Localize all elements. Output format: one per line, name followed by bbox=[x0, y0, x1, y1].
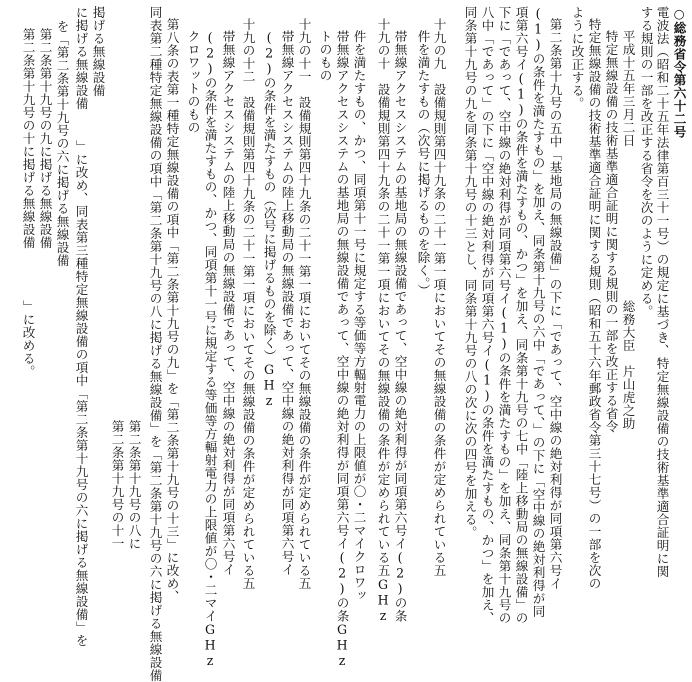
item-19-12-line-1: 十九の十二 設備規則第四十九条の二十一第一項においてその無線設備の条件が定められている五 bbox=[240, 18, 256, 590]
amendment-heading: 特定無線設備の技術基準適合証明に関する規則の一部を改正する省令 bbox=[603, 30, 619, 433]
signer: 総務大臣 片山虎之助 bbox=[620, 300, 636, 430]
article-8-line-8: 第二条第十九号の十に掲げる無線設備 bbox=[20, 28, 36, 249]
item-19-12-line-2: 帯無線アクセスシステムの陸上移動局の無線設備であって、空中線の絶対利得が同項第六号イ bbox=[220, 30, 236, 576]
item-19-11-line-2: 帯無線アクセスシステムの陸上移動局の無線設備であって、空中線の絶対利得が同項第六号イ bbox=[279, 30, 295, 576]
body-line: 下に「であって、空中線の絶対利得が同項第六号イ(1)の条件を満たすもの」を加え、同条第十九号の bbox=[496, 6, 512, 625]
item-19-12-line-4: クロワットのもの bbox=[185, 30, 201, 134]
article-8-line-3: 掲げる無線設備 bbox=[90, 6, 106, 97]
date: 平成十五年三月二日 bbox=[620, 30, 636, 147]
article-8-closing: 」に改める。 bbox=[20, 300, 36, 378]
amend-intro-line-1: 特定無線設備の技術基準適合証明に関する規則（昭和五十六年郵政省令第三十七号）の一部を次の bbox=[586, 18, 602, 590]
article-8-line-2: 同表第二種特定無線設備の項中「第二条第十九号の八に掲げる無線設備」を「第二条第十九号の六に掲げる無線設備 bbox=[147, 6, 163, 682]
preamble-line-1: 電波法（昭和二十五年法律第百三十一号）の規定に基づき、特定無線設備の技術基準適合証明に関 bbox=[654, 6, 670, 578]
article-8-line-1: 第八条の表第一種特定無線設備の項中「第二条第十九号の九」を「第二条第十九号の十三」に改め、 bbox=[164, 18, 180, 603]
item-19-11-line-3: (2)の条件を満たすもの（次号に掲げるものを除く）GHz bbox=[261, 30, 277, 409]
article-8-line-4: に掲げる無線設備 bbox=[73, 6, 89, 110]
item-19-10-line-5: トのもの bbox=[317, 30, 333, 82]
item-19-9-line-2: 件を満たすもの（次号に掲げるものを除く。） bbox=[415, 30, 431, 297]
body-line: 八中「であって」の下に「空中線の絶対利得が同項第六号イ(1)の条件を満たすもの、かつ」を加え、 bbox=[479, 6, 495, 625]
item-19-10-line-1: 帯無線アクセスシステムの基地局の無線設備であって、空中線の絶対利得が同項第六号イ(2)の条 bbox=[392, 30, 408, 623]
item-19-11-line-1: 十九の十一 設備規則第四十九条の二十一第一項においてその無線設備の条件が定められている五 bbox=[296, 18, 312, 590]
body-line: 第二条第十九号の五中「基地局の無線設備」の下に「であって、空中線の絶対利得が同項第六号イ bbox=[547, 18, 563, 590]
article-8-note-a: 第二条第十九号の八に bbox=[126, 420, 142, 550]
body-line: 同条第十九号の九を同条第十九号の十三とし、同条第十九号の八の次に次の四号を加える。 bbox=[462, 6, 478, 539]
item-19-10-line-2: 十九の十 設備規則第四十九条の二十一第一項においてその無線設備の条件が定められている五GHz bbox=[375, 18, 391, 624]
preamble-line-2: する規則の一部を改正する省令を次のように定める。 bbox=[638, 6, 654, 318]
body-line: 項第六号イ(1)の条件を満たすもの、かつ」を加え、同条第十九号の七中「陸上移動局の無線設備」の bbox=[513, 6, 529, 625]
article-8-note-b: 第二条第十九号の十一 bbox=[109, 420, 125, 550]
article-8-line-7: 第二条第十九号の九に掲げる無線設備 bbox=[37, 28, 53, 249]
body-line: (1)の条件を満たすもの」を加え、同条第十九号の六中「であって、」の下に「空中線の絶対利得が同 bbox=[530, 6, 546, 618]
item-19-12-line-3: (2)の条件を満たすもの、かつ、同項第十一号に規定する等価等方輻射電力の上限値が〇・二マイGHz bbox=[202, 30, 218, 669]
item-19-10-line-4: 帯無線アクセスシステムの基地局の無線設備であって、空中線の絶対利得が同項第六号イ(2)の条GHz bbox=[334, 30, 350, 669]
article-8-line-6: を「第二条第十九号の六に掲げる無線設備 bbox=[54, 20, 70, 267]
article-8-line-5: 」に改め、同表第三種特定無線設備の項中「第二条第十九号の六に掲げる無線設備」を bbox=[73, 140, 89, 647]
item-19-9-line-1: 十九の九 設備規則第四十九条の二十一第一項においてその無線設備の条件が定められている五 bbox=[431, 18, 447, 577]
ordinance-title: ○総務省令第六十二号 bbox=[671, 6, 687, 139]
item-19-10-line-3: 件を満たすもの、かつ、同項第十一号に規定する等価等方輻射電力の上限値が〇・二マイクロワッ bbox=[351, 30, 367, 602]
amend-intro-line-2: ように改正する。 bbox=[569, 6, 585, 110]
